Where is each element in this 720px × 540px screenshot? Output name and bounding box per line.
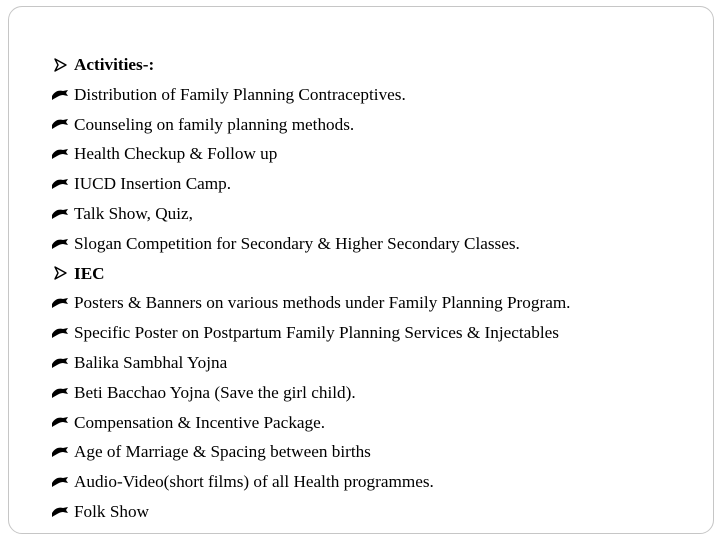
bullet-list xyxy=(50,50,700,527)
ribbon-bullet-icon xyxy=(50,204,70,224)
list-item-text: Folk Show xyxy=(74,501,149,521)
section-title: IEC xyxy=(74,263,105,283)
list-item xyxy=(50,318,700,348)
list-item-text: Age of Marriage & Spacing between births xyxy=(74,442,371,462)
list-item xyxy=(50,199,700,229)
ribbon-bullet-icon xyxy=(50,323,70,343)
ribbon-bullet-icon xyxy=(50,114,70,134)
list-item xyxy=(50,408,700,438)
ribbon-bullet-icon xyxy=(50,353,70,373)
list-item-text: Health Checkup & Follow up xyxy=(74,144,278,164)
list-item-text: IUCD Insertion Camp. xyxy=(74,174,232,194)
list-item-text: Compensation & Incentive Package. xyxy=(74,412,326,432)
list-item xyxy=(50,467,700,497)
list-item xyxy=(50,229,700,259)
list-item xyxy=(50,497,700,527)
ribbon-bullet-icon xyxy=(50,442,70,462)
list-item-text: Balika Sambhal Yojna xyxy=(74,352,228,372)
list-item xyxy=(50,288,700,318)
ribbon-bullet-icon xyxy=(50,174,70,194)
list-item-text: Distribution of Family Planning Contraceptives. xyxy=(74,84,406,104)
list-item xyxy=(50,80,700,110)
list-item-text: Talk Show, Quiz, xyxy=(74,203,193,223)
list-item-text: Posters & Banners on various methods under Family Planning Program. xyxy=(74,293,571,313)
list-item-text: Beti Bacchao Yojna (Save the girl child). xyxy=(74,382,356,402)
list-item xyxy=(50,348,700,378)
arrowhead-bullet-icon xyxy=(50,55,70,75)
ribbon-bullet-icon xyxy=(50,85,70,105)
ribbon-bullet-icon xyxy=(50,234,70,254)
ribbon-bullet-icon xyxy=(50,412,70,432)
section-heading-activities xyxy=(50,50,700,80)
list-item xyxy=(50,139,700,169)
ribbon-bullet-icon xyxy=(50,293,70,313)
list-item xyxy=(50,437,700,467)
ribbon-bullet-icon xyxy=(50,383,70,403)
section-heading-iec xyxy=(50,259,700,289)
section-title: Activities-: xyxy=(74,55,155,74)
list-item-text: Slogan Competition for Secondary & Higher Secondary Classes. xyxy=(74,233,520,253)
list-item xyxy=(50,110,700,140)
arrowhead-bullet-icon xyxy=(50,263,70,283)
list-item xyxy=(50,169,700,199)
list-item-text: Specific Poster on Postpartum Family Planning Services & Injectables xyxy=(74,323,559,343)
ribbon-bullet-icon xyxy=(50,144,70,164)
ribbon-bullet-icon xyxy=(50,502,70,522)
ribbon-bullet-icon xyxy=(50,472,70,492)
list-item-text: Audio-Video(short films) of all Health programmes. xyxy=(74,472,434,492)
list-item xyxy=(50,378,700,408)
list-item-text: Counseling on family planning methods. xyxy=(74,114,355,134)
